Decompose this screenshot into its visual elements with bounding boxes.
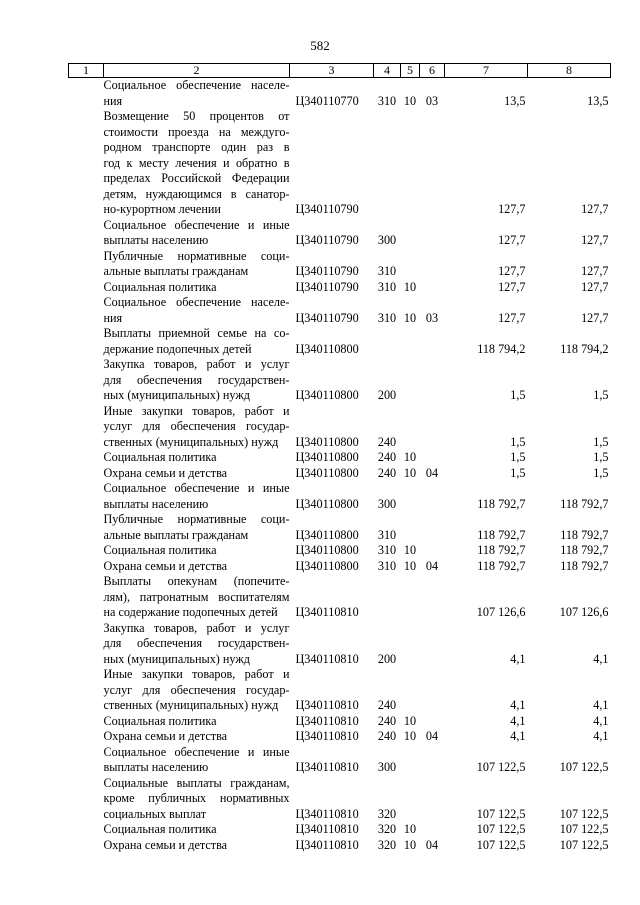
item-name-cell <box>104 714 290 730</box>
expense-type-cell: 200 <box>377 651 397 666</box>
item-name-cell <box>104 218 290 249</box>
item-name-line: ния <box>103 93 123 108</box>
item-name-line: социальных выплат <box>103 806 207 821</box>
amount-cell: 1,5 <box>593 388 609 402</box>
row-number-cell <box>69 466 104 482</box>
amount-cell: 127,7 <box>581 279 609 294</box>
target-code-cell: Ц340110810 <box>295 760 359 774</box>
amount-cell: 4,1 <box>510 651 526 666</box>
table-row <box>69 621 611 668</box>
table-row <box>69 822 611 838</box>
row-number-cell <box>69 667 104 714</box>
expense-type-cell <box>374 109 401 218</box>
row-number-cell <box>69 280 104 296</box>
item-name-line: Социальное обеспечение и иные <box>103 217 290 232</box>
subsection-cell <box>420 574 445 621</box>
item-name-line: но-курортном лечении <box>103 202 221 216</box>
item-name-line: Социальные выплаты гражданам, <box>103 775 290 790</box>
item-name-cell <box>104 404 290 451</box>
expense-type-cell: 240 <box>377 434 397 449</box>
target-code-cell: Ц340110800 <box>295 434 359 449</box>
subsection-cell: 04 <box>425 558 439 573</box>
section-cell <box>401 481 420 512</box>
target-code-cell: Ц340110800 <box>295 465 359 480</box>
expense-type-cell: 310 <box>377 558 397 573</box>
item-name-cell <box>104 574 290 621</box>
item-name-line: Закупка товаров, работ и услуг <box>103 357 290 371</box>
item-name-line: Социальная политика <box>103 543 217 557</box>
amount-cell: 1,5 <box>510 450 526 464</box>
amount-cell: 127,7 <box>581 233 609 247</box>
target-code-cell: Ц340110800 <box>295 543 359 557</box>
item-name-cell <box>104 450 290 466</box>
row-number-cell <box>69 404 104 451</box>
amount-cell: 13,5 <box>504 93 526 108</box>
item-name-line: ния <box>103 310 123 325</box>
target-code-cell: Ц340110790 <box>295 202 359 216</box>
subsection-cell <box>420 218 445 249</box>
item-name-cell <box>104 559 290 575</box>
row-number-cell <box>69 326 104 357</box>
target-code-cell: Ц340110810 <box>295 713 359 728</box>
item-name-line: лям), патронатным воспитателям <box>103 589 290 604</box>
item-name-line: Возмещение 50 процентов от <box>103 109 290 123</box>
subsection-cell <box>420 481 445 512</box>
item-name-line: ственных (муниципальных) нужд <box>103 434 279 449</box>
subsection-cell <box>420 249 445 280</box>
subsection-cell: 03 <box>425 310 439 325</box>
item-name-line: детям, нуждающимся в санатор- <box>103 186 290 201</box>
subsection-cell <box>420 543 445 559</box>
table-row <box>69 745 611 776</box>
section-cell: 10 <box>403 713 417 728</box>
row-number-cell <box>69 776 104 823</box>
amount-cell: 4,1 <box>593 729 609 743</box>
amount-cell: 1,5 <box>510 434 526 449</box>
table-row <box>69 326 611 357</box>
amount-cell: 127,7 <box>498 279 526 294</box>
expense-type-cell: 240 <box>377 729 397 743</box>
expense-type-cell <box>374 326 401 357</box>
table-row <box>69 249 611 280</box>
amount-cell: 118 792,7 <box>560 543 609 557</box>
amount-cell: 107 126,6 <box>559 605 609 619</box>
item-name-line: Социальная политика <box>103 713 217 728</box>
amount-cell: 13,5 <box>587 93 609 108</box>
item-name-line: держание подопечных детей <box>103 341 252 356</box>
target-code-cell: Ц340110810 <box>295 651 359 666</box>
item-name-line: Иные закупки товаров, работ и <box>103 403 290 418</box>
item-name-line: альные выплаты гражданам <box>103 527 249 542</box>
amount-cell: 127,7 <box>498 264 526 278</box>
item-name-cell <box>104 326 290 357</box>
amount-cell: 127,7 <box>498 310 526 325</box>
amount-cell: 107 122,5 <box>476 806 526 821</box>
target-code-cell: Ц340110800 <box>295 388 359 402</box>
page-number: 582 <box>310 38 330 53</box>
expense-type-cell: 300 <box>377 233 397 247</box>
subsection-cell: 04 <box>425 837 439 852</box>
target-code-cell: Ц340110810 <box>295 822 359 836</box>
item-name-cell <box>104 667 290 714</box>
subsection-cell: 04 <box>425 465 439 480</box>
item-name-cell <box>104 822 290 838</box>
expense-type-cell: 240 <box>377 465 397 480</box>
section-cell: 10 <box>403 543 417 557</box>
item-name-line: Социальное обеспечение населе- <box>103 78 290 92</box>
table-row <box>69 78 611 110</box>
target-code-cell: Ц340110800 <box>295 558 359 573</box>
target-code-cell: Ц340110790 <box>295 279 359 294</box>
item-name-line: на содержание подопечных детей <box>103 605 278 619</box>
section-cell <box>401 574 420 621</box>
target-code-cell: Ц340110810 <box>295 837 359 852</box>
row-number-cell <box>69 357 104 404</box>
item-name-line: стоимости проезда на междуго- <box>103 124 290 139</box>
target-code-cell: Ц340110770 <box>295 93 359 108</box>
item-name-line: Охрана семьи и детства <box>103 465 228 480</box>
section-cell <box>401 621 420 668</box>
item-name-line: выплаты населению <box>103 233 209 247</box>
table-row <box>69 559 611 575</box>
table-row <box>69 280 611 296</box>
table-row <box>69 838 611 854</box>
item-name-line: для обеспечения государствен- <box>103 636 290 650</box>
table-row <box>69 450 611 466</box>
row-number-cell <box>69 559 104 575</box>
item-name-cell <box>104 838 290 854</box>
column-header: 7 <box>445 64 528 78</box>
expense-type-cell: 200 <box>377 388 397 402</box>
subsection-cell <box>420 450 445 466</box>
table-row <box>69 404 611 451</box>
subsection-cell <box>420 745 445 776</box>
item-name-line: Публичные нормативные соци- <box>103 248 290 263</box>
column-header: 6 <box>420 64 445 78</box>
row-number-cell <box>69 543 104 559</box>
subsection-cell <box>420 280 445 296</box>
expense-type-cell: 310 <box>377 527 397 542</box>
item-name-line: услуг для обеспечения государ- <box>103 682 290 697</box>
budget-table <box>68 63 611 853</box>
subsection-cell <box>420 404 445 451</box>
item-name-line: Охрана семьи и детства <box>103 558 228 573</box>
item-name-cell <box>104 745 290 776</box>
section-cell: 10 <box>403 310 417 325</box>
item-name-line: пределах Российской Федерации <box>103 171 290 185</box>
amount-cell: 118 792,7 <box>560 527 609 542</box>
subsection-cell <box>420 512 445 543</box>
item-name-cell <box>104 466 290 482</box>
expense-type-cell: 310 <box>377 310 397 325</box>
amount-cell: 4,1 <box>510 713 526 728</box>
expense-type-cell: 240 <box>377 698 397 712</box>
table-row <box>69 466 611 482</box>
item-name-cell <box>104 109 290 218</box>
amount-cell: 1,5 <box>510 465 526 480</box>
item-name-line: услуг для обеспечения государ- <box>103 419 290 433</box>
target-code-cell: Ц340110800 <box>295 341 359 356</box>
amount-cell: 107 122,5 <box>559 760 609 774</box>
section-cell: 10 <box>403 729 417 743</box>
section-cell <box>401 745 420 776</box>
subsection-cell: 04 <box>425 729 439 743</box>
amount-cell: 127,7 <box>581 264 609 278</box>
section-cell: 10 <box>403 465 417 480</box>
item-name-line: Выплаты приемной семье на со- <box>103 326 290 340</box>
subsection-cell <box>420 714 445 730</box>
row-number-cell <box>69 450 104 466</box>
amount-cell: 4,1 <box>593 713 609 728</box>
section-cell <box>401 512 420 543</box>
table-row <box>69 109 611 218</box>
table-row <box>69 714 611 730</box>
expense-type-cell: 310 <box>377 543 397 557</box>
amount-cell: 118 794,2 <box>560 341 609 356</box>
amount-cell: 107 122,5 <box>559 806 609 821</box>
table-row <box>69 543 611 559</box>
amount-cell: 107 122,5 <box>476 822 526 836</box>
item-name-line: альные выплаты гражданам <box>103 264 249 278</box>
item-name-cell <box>104 249 290 280</box>
amount-cell: 1,5 <box>593 450 609 464</box>
item-name-line: ственных (муниципальных) нужд <box>103 698 279 712</box>
section-cell <box>401 357 420 404</box>
table-row <box>69 357 611 404</box>
item-name-line: Публичные нормативные соци- <box>103 512 290 526</box>
row-number-cell <box>69 249 104 280</box>
amount-cell: 4,1 <box>510 729 526 743</box>
amount-cell: 127,7 <box>581 310 609 325</box>
item-name-line: кроме публичных нормативных <box>103 791 290 805</box>
item-name-line: Социальная политика <box>103 450 217 464</box>
section-cell: 10 <box>403 450 417 464</box>
section-cell: 10 <box>403 93 417 108</box>
row-number-cell <box>69 729 104 745</box>
table-row <box>69 218 611 249</box>
subsection-cell: 03 <box>425 93 439 108</box>
amount-cell: 107 122,5 <box>559 837 609 852</box>
item-name-cell <box>104 357 290 404</box>
section-cell: 10 <box>403 837 417 852</box>
item-name-cell <box>104 621 290 668</box>
table-row <box>69 776 611 823</box>
amount-cell: 118 792,7 <box>477 558 526 573</box>
amount-cell: 118 794,2 <box>477 341 526 356</box>
subsection-cell <box>420 822 445 838</box>
section-cell <box>401 667 420 714</box>
table-row <box>69 295 611 326</box>
item-name-cell <box>104 295 290 326</box>
section-cell: 10 <box>403 558 417 573</box>
row-number-cell <box>69 218 104 249</box>
subsection-cell <box>420 776 445 823</box>
item-name-line: Закупка товаров, работ и услуг <box>103 620 290 635</box>
section-cell <box>401 109 420 218</box>
item-name-line: Охрана семьи и детства <box>103 729 228 743</box>
expense-type-cell: 310 <box>377 93 397 108</box>
expense-type-cell: 310 <box>377 279 397 294</box>
amount-cell: 1,5 <box>593 465 609 480</box>
subsection-cell <box>420 326 445 357</box>
item-name-line: Социальная политика <box>103 279 217 294</box>
row-number-cell <box>69 295 104 326</box>
item-name-line: Социальная политика <box>103 822 217 836</box>
target-code-cell: Ц340110790 <box>295 264 359 278</box>
amount-cell: 4,1 <box>593 698 609 712</box>
amount-cell: 118 792,7 <box>560 496 609 511</box>
section-cell <box>401 218 420 249</box>
item-name-line: Социальное обеспечение населе- <box>103 295 290 309</box>
expense-type-cell: 320 <box>377 837 397 852</box>
row-number-cell <box>69 621 104 668</box>
amount-cell: 107 122,5 <box>559 822 609 836</box>
subsection-cell <box>420 109 445 218</box>
item-name-line: год к месту лечения и обратно в <box>103 155 290 170</box>
amount-cell: 4,1 <box>593 651 609 666</box>
target-code-cell: Ц340110800 <box>295 527 359 542</box>
subsection-cell <box>420 667 445 714</box>
row-number-cell <box>69 512 104 543</box>
column-number-row <box>69 64 611 78</box>
row-number-cell <box>69 481 104 512</box>
subsection-cell <box>420 357 445 404</box>
target-code-cell: Ц340110790 <box>295 310 359 325</box>
amount-cell: 107 126,6 <box>476 605 526 619</box>
section-cell: 10 <box>403 822 417 836</box>
row-number-cell <box>69 714 104 730</box>
column-header: 3 <box>290 64 374 78</box>
item-name-cell <box>104 512 290 543</box>
table-row <box>69 512 611 543</box>
amount-cell: 4,1 <box>510 698 526 712</box>
target-code-cell: Ц340110790 <box>295 233 359 247</box>
row-number-cell <box>69 822 104 838</box>
target-code-cell: Ц340110800 <box>295 450 359 464</box>
table-row <box>69 729 611 745</box>
item-name-line: выплаты населению <box>103 760 209 774</box>
amount-cell: 1,5 <box>510 388 526 402</box>
amount-cell: 127,7 <box>498 202 526 216</box>
target-code-cell: Ц340110810 <box>295 806 359 821</box>
subsection-cell <box>420 621 445 668</box>
section-cell <box>401 404 420 451</box>
item-name-line: ных (муниципальных) нужд <box>103 388 250 402</box>
column-header: 8 <box>528 64 611 78</box>
target-code-cell: Ц340110810 <box>295 729 359 743</box>
column-header: 5 <box>401 64 420 78</box>
target-code-cell: Ц340110810 <box>295 605 359 619</box>
amount-cell: 127,7 <box>498 233 526 247</box>
expense-type-cell: 310 <box>377 264 397 278</box>
table-row <box>69 481 611 512</box>
item-name-cell <box>104 280 290 296</box>
item-name-line: для обеспечения государствен- <box>103 372 290 387</box>
item-name-cell <box>104 776 290 823</box>
item-name-line: выплаты населению <box>103 496 209 511</box>
row-number-cell <box>69 838 104 854</box>
expense-type-cell: 320 <box>377 806 397 821</box>
item-name-line: родном транспорте один раз в <box>103 140 290 154</box>
table-row <box>69 667 611 714</box>
section-cell <box>401 249 420 280</box>
target-code-cell: Ц340110800 <box>295 496 359 511</box>
section-cell <box>401 776 420 823</box>
item-name-line: Охрана семьи и детства <box>103 837 228 852</box>
amount-cell: 107 122,5 <box>476 837 526 852</box>
amount-cell: 127,7 <box>581 202 609 216</box>
amount-cell: 107 122,5 <box>476 760 526 774</box>
item-name-line: Выплаты опекунам (попечите- <box>103 574 290 588</box>
item-name-cell <box>104 481 290 512</box>
row-number-cell <box>69 78 104 110</box>
item-name-cell <box>104 729 290 745</box>
row-number-cell <box>69 109 104 218</box>
row-number-cell <box>69 745 104 776</box>
amount-cell: 118 792,7 <box>477 527 526 542</box>
table-row <box>69 574 611 621</box>
expense-type-cell: 300 <box>377 760 397 774</box>
item-name-line: Иные закупки товаров, работ и <box>103 667 290 681</box>
amount-cell: 118 792,7 <box>477 496 526 511</box>
item-name-cell <box>104 78 290 110</box>
item-name-cell <box>104 543 290 559</box>
item-name-line: Социальное обеспечение и иные <box>103 744 290 759</box>
amount-cell: 118 792,7 <box>560 558 609 573</box>
expense-type-cell: 240 <box>377 713 397 728</box>
expense-type-cell: 300 <box>377 496 397 511</box>
item-name-line: Социальное обеспечение и иные <box>103 481 290 495</box>
expense-type-cell: 240 <box>377 450 397 464</box>
section-cell <box>401 326 420 357</box>
amount-cell: 1,5 <box>593 434 609 449</box>
row-number-cell <box>69 574 104 621</box>
column-header: 4 <box>374 64 401 78</box>
column-header: 2 <box>104 64 290 78</box>
section-cell: 10 <box>403 279 417 294</box>
target-code-cell: Ц340110810 <box>295 698 359 712</box>
expense-type-cell <box>374 574 401 621</box>
item-name-line: ных (муниципальных) нужд <box>103 651 250 666</box>
column-header: 1 <box>69 64 104 78</box>
expense-type-cell: 320 <box>377 822 397 836</box>
amount-cell: 118 792,7 <box>477 543 526 557</box>
